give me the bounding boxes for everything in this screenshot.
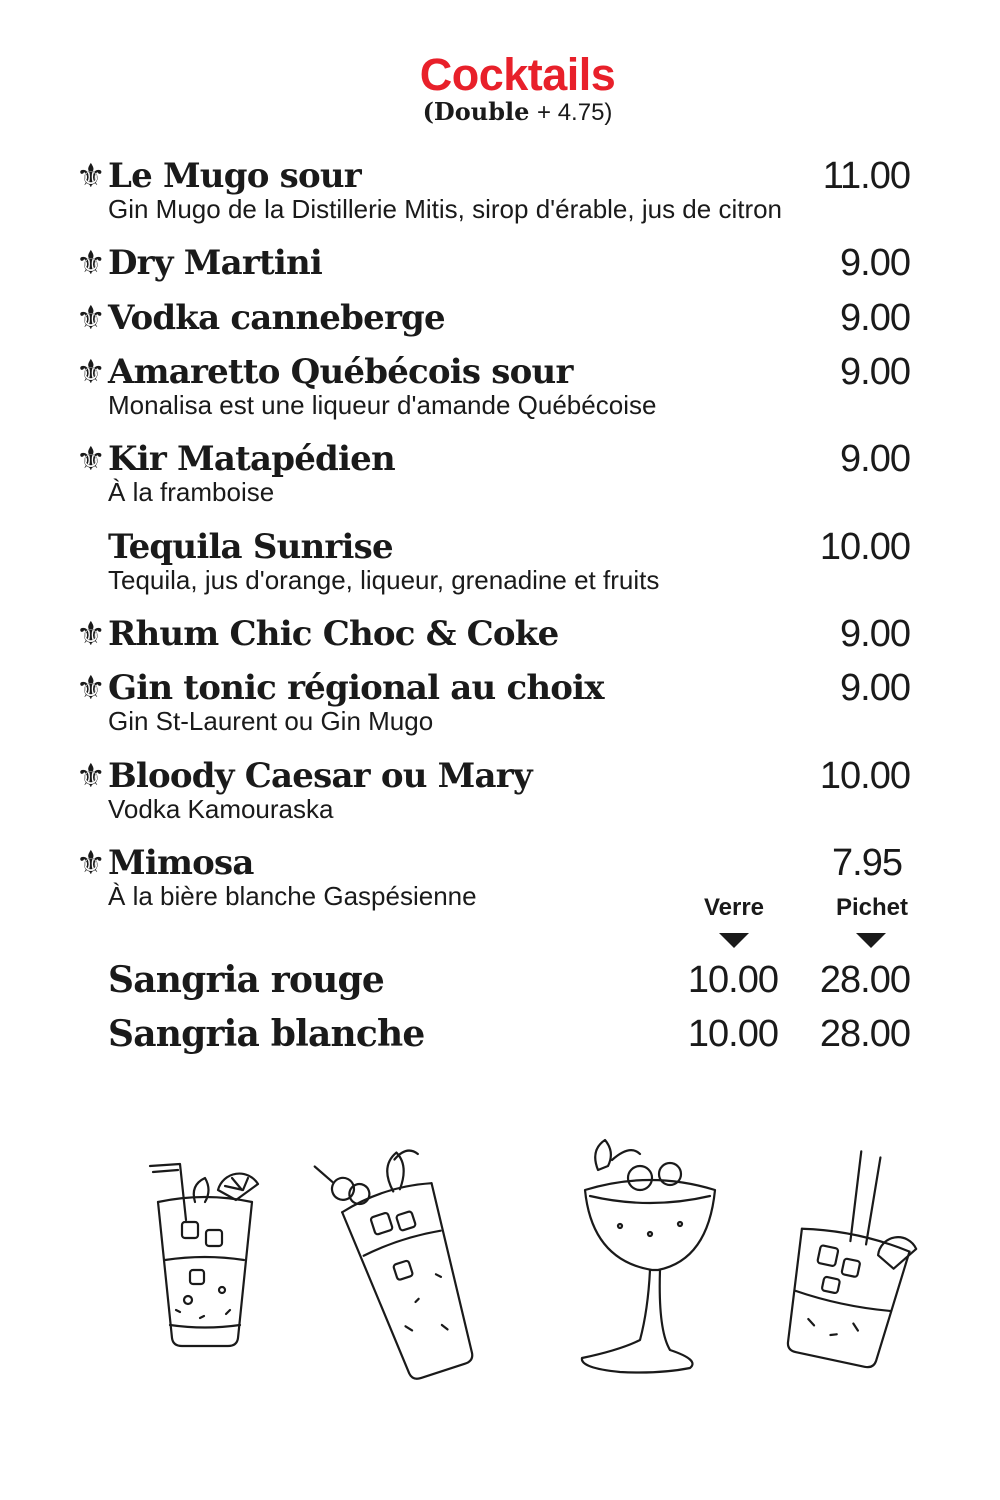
fleur-de-lis-icon: ⚜ bbox=[76, 439, 106, 478]
sangria-blanche-verre: 10.00 bbox=[687, 1013, 778, 1055]
sangria-rouge-name: Sangria rouge bbox=[108, 959, 385, 1001]
arrow-down-icon bbox=[856, 933, 886, 948]
item-price: 9.00 bbox=[840, 297, 910, 339]
item-price: 10.00 bbox=[819, 755, 910, 797]
item-name: Rhum Chic Choc & Coke bbox=[108, 614, 559, 654]
fleur-de-lis-icon: ⚜ bbox=[76, 668, 106, 707]
item-name: Le Mugo sour bbox=[108, 156, 361, 196]
fleur-de-lis-icon: ⚜ bbox=[76, 243, 106, 282]
item-name: Dry Martini bbox=[108, 243, 323, 283]
item-name: Gin tonic régional au choix bbox=[108, 668, 604, 708]
item-price: 9.00 bbox=[840, 667, 910, 709]
item-name: Kir Matapédien bbox=[108, 439, 395, 479]
coupe-glass-icon bbox=[582, 1140, 715, 1373]
column-header-pichet: Pichet bbox=[835, 894, 909, 921]
fleur-de-lis-icon: ⚜ bbox=[76, 156, 106, 195]
item-desc: Gin Mugo de la Distillerie Mitis, sirop d'érable, jus de citron bbox=[108, 194, 783, 224]
fleur-de-lis-icon: ⚜ bbox=[76, 352, 106, 391]
item-price: 10.00 bbox=[819, 526, 910, 568]
item-price: 9.00 bbox=[840, 242, 910, 284]
highball-glass-icon bbox=[150, 1164, 258, 1346]
fleur-de-lis-icon: ⚜ bbox=[76, 298, 106, 337]
cocktail-illustrations bbox=[0, 1130, 1000, 1400]
tumbler-glass-straws-icon bbox=[777, 1143, 934, 1373]
page-subtitle bbox=[0, 97, 1000, 128]
item-name: Mimosa bbox=[108, 843, 254, 883]
item-desc: Tequila, jus d'orange, liqueur, grenadine et fruits bbox=[108, 565, 660, 595]
item-desc: À la bière blanche Gaspésienne bbox=[108, 881, 477, 911]
column-header-verre: Verre bbox=[703, 894, 765, 921]
item-price: 9.00 bbox=[840, 613, 910, 655]
item-name: Bloody Caesar ou Mary bbox=[108, 756, 532, 796]
item-desc: À la framboise bbox=[108, 477, 275, 507]
item-price: 7.95 bbox=[832, 842, 902, 884]
fleur-de-lis-icon: ⚜ bbox=[76, 756, 106, 795]
sangria-rouge-verre: 10.00 bbox=[687, 959, 778, 1001]
item-name: Tequila Sunrise bbox=[108, 527, 393, 567]
sangria-blanche-name: Sangria blanche bbox=[108, 1013, 425, 1055]
sangria-rouge-pichet: 28.00 bbox=[819, 959, 910, 1001]
item-price: 11.00 bbox=[822, 155, 910, 197]
item-desc: Vodka Kamouraska bbox=[108, 794, 334, 824]
item-name: Amaretto Québécois sour bbox=[108, 352, 573, 392]
item-price: 9.00 bbox=[840, 438, 910, 480]
subtitle-double: (Double bbox=[422, 97, 530, 126]
page-title: Cocktails bbox=[419, 49, 616, 100]
subtitle-price: + 4.75) bbox=[537, 99, 613, 126]
tall-glass-cherry-icon bbox=[315, 1134, 488, 1389]
fleur-de-lis-icon: ⚜ bbox=[76, 614, 106, 653]
sangria-blanche-pichet: 28.00 bbox=[819, 1013, 910, 1055]
fleur-de-lis-icon: ⚜ bbox=[76, 843, 106, 882]
arrow-down-icon bbox=[719, 933, 749, 948]
item-name: Vodka canneberge bbox=[108, 298, 445, 338]
item-desc: Monalisa est une liqueur d'amande Québécoise bbox=[108, 390, 657, 420]
item-desc: Gin St-Laurent ou Gin Mugo bbox=[108, 706, 434, 736]
item-price: 9.00 bbox=[840, 351, 910, 393]
